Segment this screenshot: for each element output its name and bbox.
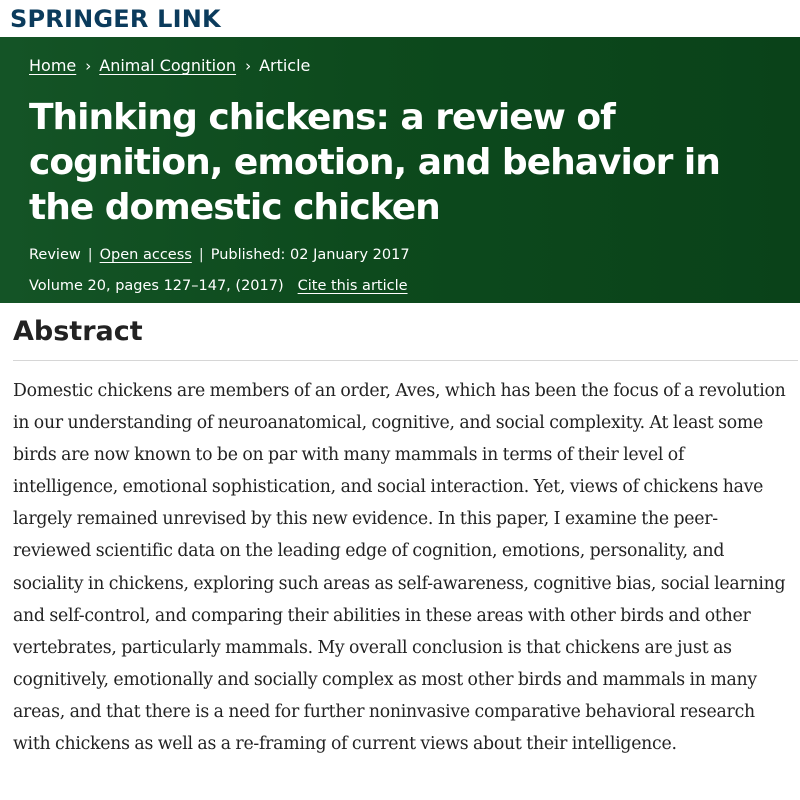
article-title: Thinking chickens: a review of cognition, emotion, and behavior in the domestic chicken [29, 97, 720, 228]
open-access-link[interactable]: Open access [99, 247, 192, 263]
breadcrumb-home-link[interactable]: Home [29, 56, 77, 75]
published-date: Published: 02 January 2017 [210, 247, 410, 263]
volume-pages: Volume 20, pages 127–147, (2017) [29, 278, 284, 294]
section-divider [13, 360, 798, 361]
meta-separator: | [87, 247, 93, 263]
article-citation-row [29, 278, 408, 294]
article-hero [0, 37, 800, 303]
article-meta [29, 247, 410, 263]
article-type: Review [29, 247, 81, 263]
chevron-right-icon: › [85, 57, 92, 75]
site-header [0, 0, 800, 37]
cite-this-article-link[interactable]: Cite this article [297, 278, 408, 294]
abstract-text: Domestic chickens are members of an order, Aves, which has been the focus of a revolution in our understanding of neuroanatomical, cognitive, and social complexity. At least some birds are now known to be on par with many mammals in terms of their level of intelligence, emotional sophistication, and social interaction. Yet, views of chickens have largely remained unrevised by this new evidence. In this paper, I examine the peer-reviewed scientific data on the leading edge of cognition, emotions, personality, and sociality in chickens, exploring such areas as self-awareness, cognitive bias, social learning and self-control, and comparing their abilities in these areas with other birds and other vertebrates, particularly mammals. My overall conclusion is that chickens are just as cognitively, emotionally and socially complex as most other birds and mammals in many areas, and that there is a need for further noninvasive comparative behavioral research with chickens as well as a re-framing of current views about their intelligence. [13, 381, 786, 755]
breadcrumb-journal-link[interactable]: Animal Cognition [99, 56, 237, 75]
breadcrumb-current: Article [259, 56, 311, 75]
springer-link-logo[interactable]: SPRINGER LINK [10, 5, 221, 33]
meta-separator: | [198, 247, 204, 263]
abstract-heading: Abstract [13, 316, 143, 347]
breadcrumb [29, 56, 310, 75]
chevron-right-icon: › [245, 57, 252, 75]
